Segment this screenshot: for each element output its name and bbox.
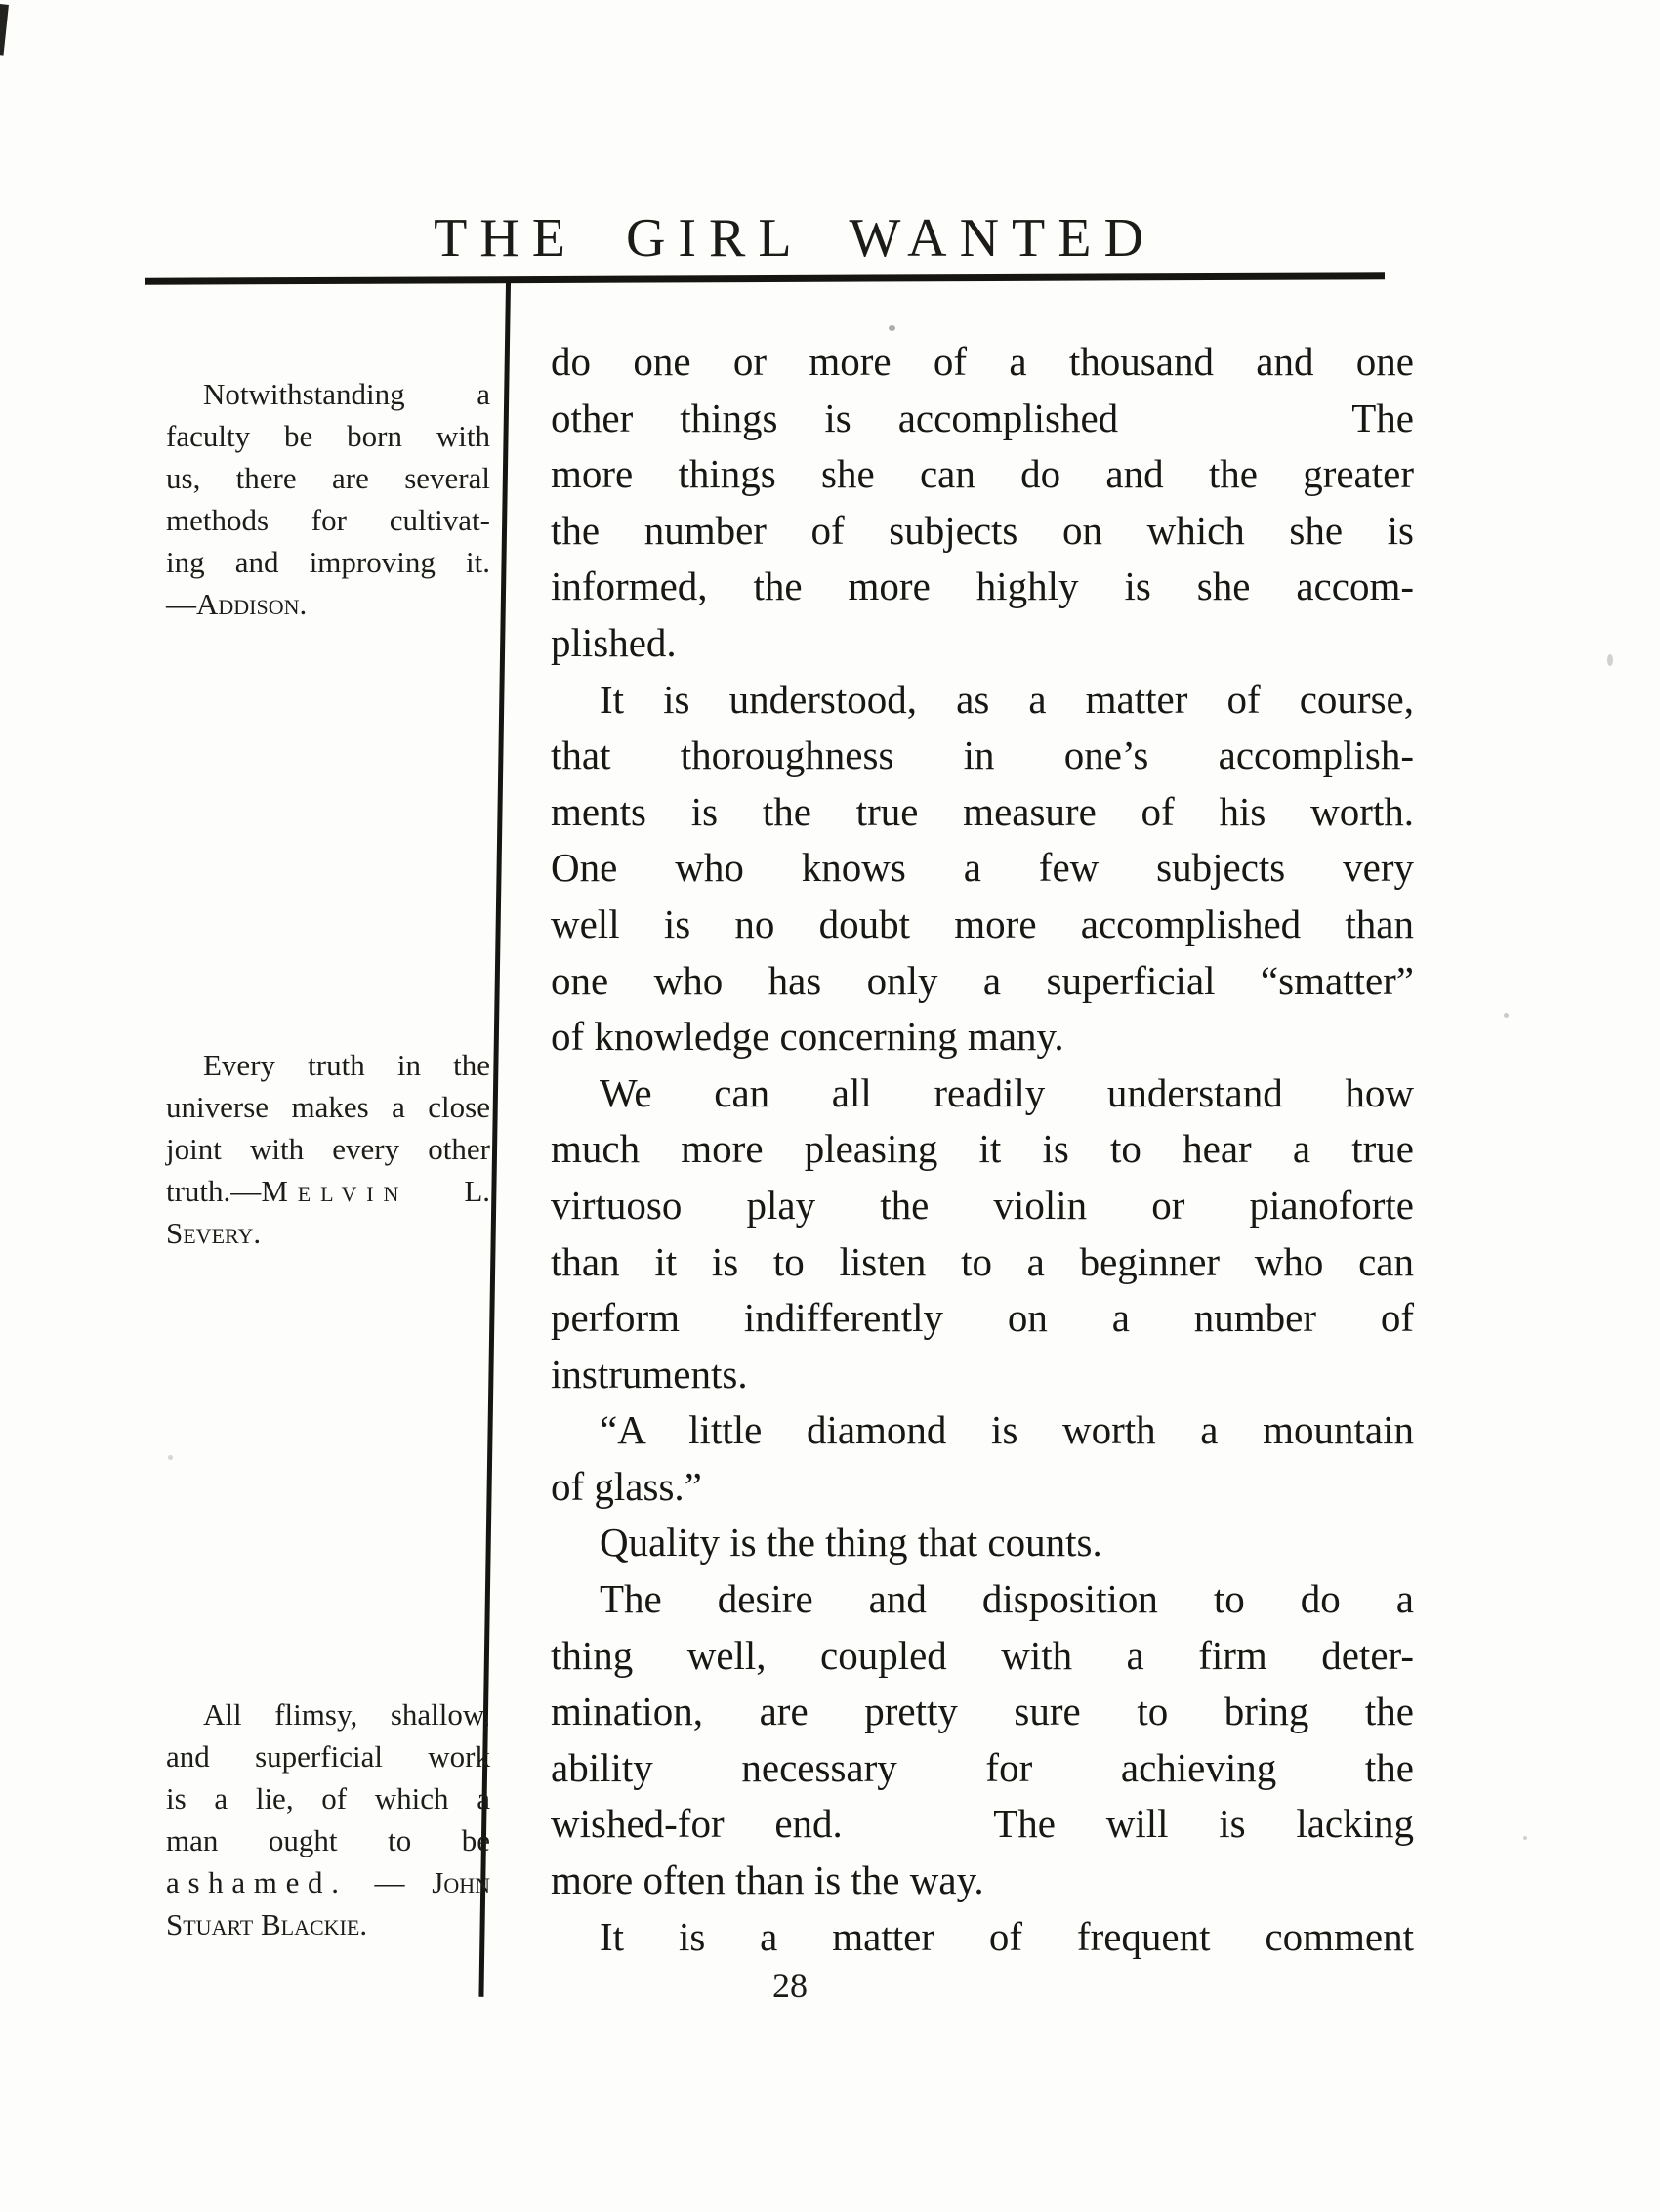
text-line [551,1515,1414,1571]
text-line [551,615,1414,672]
text-line [166,1086,490,1128]
text-line [551,1740,1414,1797]
scan-speck [1523,1836,1527,1840]
text-line [551,1459,1414,1516]
text-segment: man ought to be [166,1823,490,1857]
text-line [551,1347,1414,1403]
text-segment: ments is the true measure of his worth. [551,788,1414,834]
text-segment: The desire and disposition to do a [600,1576,1414,1622]
text-line [166,415,490,457]
text-line [166,1044,490,1086]
text-segment: do one or more of a thousand and one [551,339,1414,384]
text-segment: more things she can do and the greater [551,451,1414,497]
text-line [166,1777,490,1819]
text-line [551,953,1414,1010]
text-segment: instruments. [551,1351,748,1397]
text-segment: and superficial work [166,1739,490,1774]
text-segment: ashamed. [166,1865,348,1899]
text-segment: well is no doubt more accomplished than [551,900,1414,946]
text-segment: is a lie, of which a [166,1781,490,1816]
text-segment: All flimsy, shallow, [203,1697,490,1732]
text-segment: other things is accomplished The [551,395,1414,440]
text-segment: We can all readily understand how [600,1069,1414,1115]
text-segment: of knowledge concerning many. [551,1014,1064,1060]
text-line [551,897,1414,953]
text-segment: more often than is the way. [551,1857,984,1903]
text-segment: Quality is the thing that counts. [600,1520,1102,1565]
text-segment: methods for cultivat- [166,503,490,537]
text-segment: Addison. [196,587,308,621]
text-line [551,1628,1414,1685]
text-line [551,1178,1414,1234]
text-segment: of glass.” [551,1463,702,1509]
text-segment: One who knows a few subjects very [551,845,1414,891]
text-segment: one who has only a superficial “smatter” [551,957,1414,1003]
text-segment: plished. [551,619,677,665]
text-line [551,784,1414,841]
text-line [166,1128,490,1170]
text-line [551,728,1414,784]
text-line [166,457,490,499]
scan-speck [168,1455,173,1460]
header-rule [145,272,1385,285]
text-segment: informed, the more highly is she accom- [551,563,1414,609]
text-line [551,1796,1414,1853]
page-number: 28 [772,1966,808,2005]
text-line [551,1290,1414,1347]
text-segment: mination, are pretty sure to bring the [551,1689,1414,1734]
text-line [166,583,490,625]
text-line [166,373,490,415]
margin-quote-blackie [166,1693,490,1945]
text-segment: perform indifferently on a number of [551,1295,1414,1341]
text-line [551,446,1414,503]
text-line [551,1684,1414,1740]
text-segment: Stuart Blackie. [166,1907,368,1941]
text-line [166,1735,490,1777]
text-line [551,672,1414,729]
text-line [551,1571,1414,1628]
text-segment: faculty be born with [166,419,490,453]
text-line [166,1170,490,1212]
text-line [551,1234,1414,1291]
text-segment: Notwithstanding a [203,377,490,411]
text-line [551,1909,1414,1966]
text-line [551,334,1414,391]
text-segment: — [347,1865,433,1899]
text-line [166,1212,490,1254]
text-segment: truth.— [166,1174,262,1208]
text-segment: much more pleasing it is to hear a true [551,1126,1414,1172]
scan-speck [1607,654,1613,666]
text-segment: virtuoso play the violin or pianoforte [551,1182,1414,1228]
text-segment: — [166,587,196,621]
text-segment: ability necessary for achieving the [551,1744,1414,1790]
text-line [166,499,490,541]
scan-corner-mark [0,4,9,56]
text-segment: “A little diamond is worth a mountain [600,1407,1414,1453]
text-line [166,1693,490,1735]
text-segment: thing well, coupled with a firm deter- [551,1632,1414,1678]
text-line [166,1903,490,1945]
text-segment: wished-for end. The will is lacking [551,1801,1414,1847]
text-segment: Severy. [166,1216,262,1250]
text-segment: It is a matter of frequent comment [600,1913,1414,1959]
text-segment: L. [408,1174,490,1208]
text-line [551,1009,1414,1065]
scan-speck [1504,1013,1509,1018]
text-line [551,391,1414,447]
text-line [551,1853,1414,1909]
text-line [166,1861,490,1903]
text-segment: It is understood, as a matter of course, [600,676,1414,722]
text-segment: John [432,1865,490,1899]
text-segment: that thoroughness in one’s accomplish- [551,732,1414,778]
scan-speck [889,325,895,331]
text-segment: joint with every other [166,1132,490,1166]
text-line [551,1065,1414,1122]
text-segment: us, there are several [166,461,490,495]
text-line [551,840,1414,897]
text-segment: than it is to listen to a beginner who can [551,1238,1414,1284]
text-line [166,541,490,583]
text-line [551,559,1414,615]
text-line [551,1121,1414,1178]
text-segment: Every truth in the [203,1048,490,1082]
text-line [551,503,1414,560]
running-head-title: THE GIRL WANTED [434,208,1156,269]
text-segment: Melvin [261,1174,409,1208]
text-segment: the number of subjects on which she is [551,507,1414,553]
text-line [551,1402,1414,1459]
text-segment: universe makes a close [166,1090,490,1124]
text-segment: ing and improving it. [166,545,490,579]
margin-quote-addison [166,373,490,625]
margin-quote-severy [166,1044,490,1254]
body-text-column [551,334,1414,1965]
text-line [166,1819,490,1861]
